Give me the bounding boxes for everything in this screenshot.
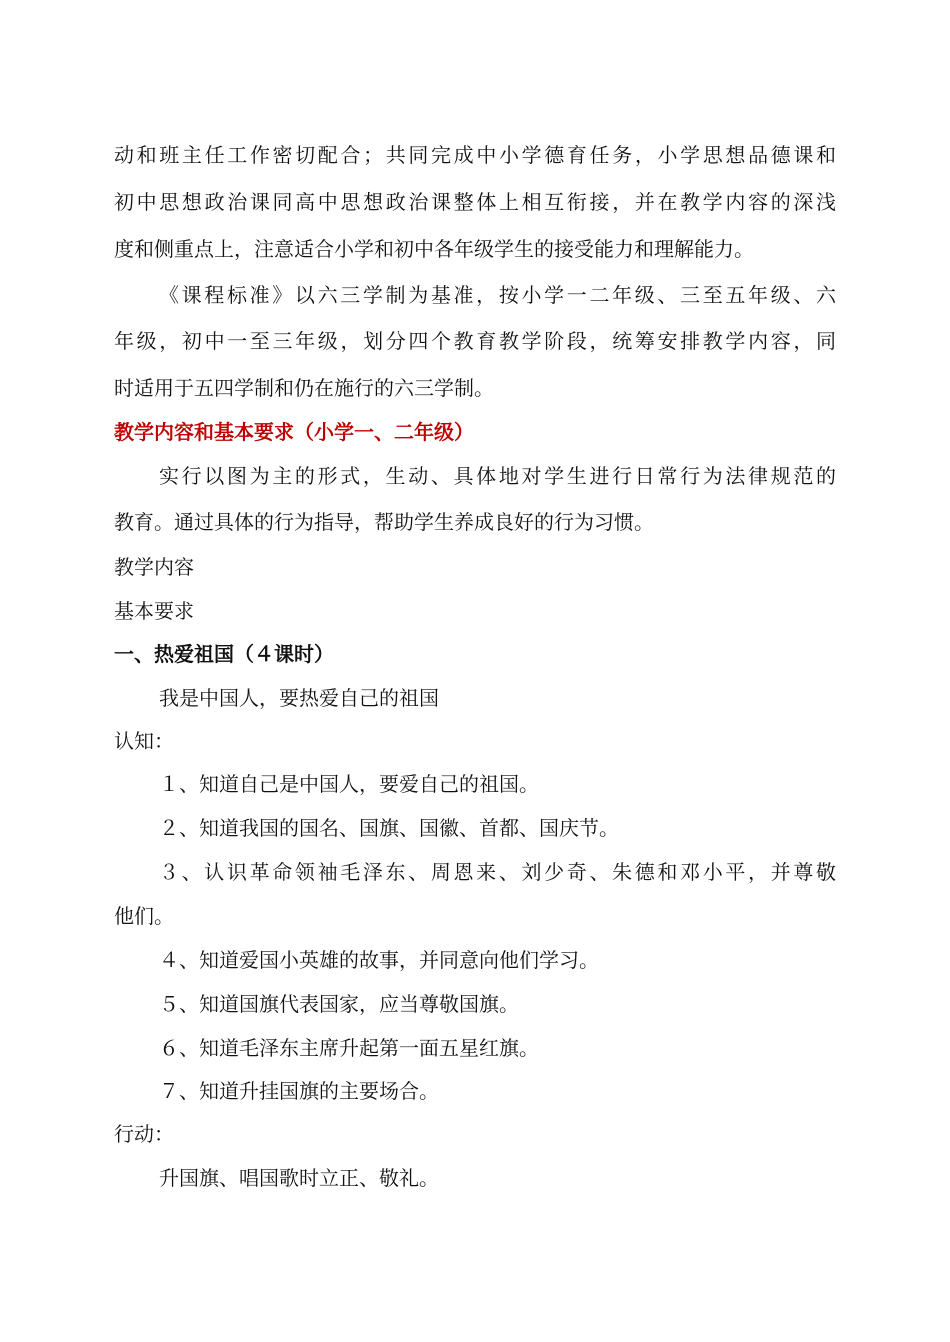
cognition-item: ３、认识革命领袖毛泽东、周恩来、刘少奇、朱德和邓小平，并尊敬 <box>159 860 836 884</box>
cognition-item: ２、知道我国的国名、国旗、国徽、首都、国庆节。 <box>159 816 619 840</box>
section-heading: 教学内容和基本要求（小学一、二年级） <box>114 420 474 444</box>
cognition-item: １、知道自己是中国人，要爱自己的祖国。 <box>159 772 539 796</box>
paragraph-3-line-2: 教育。通过具体的行为指导，帮助学生养成良好的行为习惯。 <box>114 510 654 534</box>
unit-heading: 一、热爱祖国（４课时） <box>114 642 334 666</box>
paragraph-1-line-2: 初中思想政治课同高中思想政治课整体上相互衔接，并在教学内容的深浅 <box>114 190 836 214</box>
paragraph-2-line-2: 年级，初中一至三年级，划分四个教育教学阶段，统筹安排教学内容，同 <box>114 329 836 353</box>
cognition-item: ６、知道毛泽东主席升起第一面五星红旗。 <box>159 1036 539 1060</box>
paragraph-2-line-1: 《课程标准》以六三学制为基准，按小学一二年级、三至五年级、六 <box>159 283 836 307</box>
cognition-item-continuation: 他们。 <box>114 904 174 928</box>
cognition-item: ４、知道爱国小英雄的故事，并同意向他们学习。 <box>159 948 599 972</box>
unit-intro: 我是中国人，要热爱自己的祖国 <box>159 686 439 710</box>
label-basic-requirements: 基本要求 <box>114 599 194 623</box>
cognition-item: ５、知道国旗代表国家，应当尊敬国旗。 <box>159 992 519 1016</box>
cognition-label: 认知： <box>114 729 174 753</box>
action-label: 行动： <box>114 1122 174 1146</box>
paragraph-1-line-1: 动和班主任工作密切配合；共同完成中小学德育任务，小学思想品德课和 <box>114 143 836 167</box>
paragraph-1-line-3: 度和侧重点上，注意适合小学和初中各年级学生的接受能力和理解能力。 <box>114 237 754 261</box>
action-item: 升国旗、唱国歌时立正、敬礼。 <box>159 1166 439 1190</box>
label-teaching-content: 教学内容 <box>114 555 194 579</box>
paragraph-3-line-1: 实行以图为主的形式，生动、具体地对学生进行日常行为法律规范的 <box>159 464 836 488</box>
cognition-item: ７、知道升挂国旗的主要场合。 <box>159 1079 439 1103</box>
paragraph-2-line-3: 时适用于五四学制和仍在施行的六三学制。 <box>114 376 494 400</box>
